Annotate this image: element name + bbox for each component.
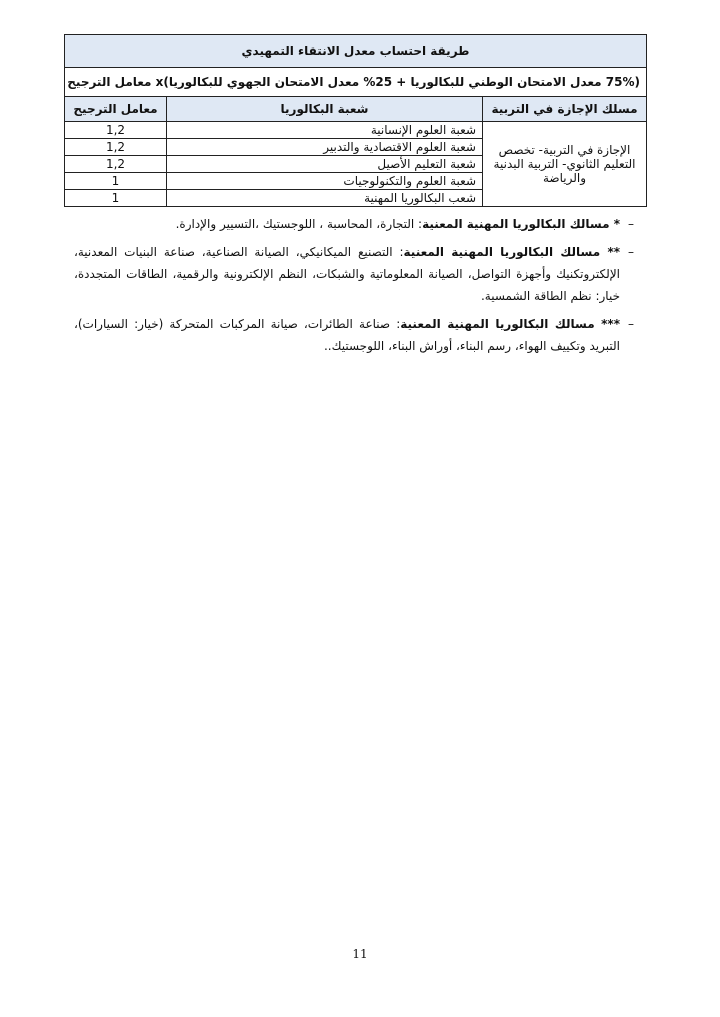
- coefficient-cell: 1: [65, 173, 167, 190]
- formula-text: (75% معدل الامتحان الوطني للبكالوريا + 25% معدل الامتحان الجهوي للبكالوريا)x معامل الترجيح: [65, 68, 647, 97]
- note-item: [74, 313, 634, 357]
- branch-cell: شعبة العلوم والتكنولوجيات: [167, 173, 483, 190]
- note-dash: –: [628, 245, 634, 259]
- note-text: : التصنيع الميكانيكي، الصيانة الصناعية، صناعة البنيات المعدنية، الإلكتروتكنيك وأجهزة التواصل، الصيانة المعلوماتية والشبكات، النظم الإلكترونية والرقمية، الطاقات المتجددة، خيار: نظم الطاقة الشمسية.: [74, 245, 620, 303]
- header-track: مسلك الإجازة في التربية: [483, 97, 647, 122]
- track-name-cell: الإجازة في التربية- تخصص التعليم الثانوي- التربية البدنية والرياضة: [483, 122, 647, 207]
- note-dash: –: [628, 217, 634, 231]
- coefficient-cell: 1,2: [65, 156, 167, 173]
- note-lead: ** مسالك البكالوريا المهنية المعنية: [403, 245, 620, 259]
- table-row: [65, 122, 647, 139]
- formula-row: [65, 68, 647, 97]
- branch-cell: شعبة العلوم الاقتصادية والتدبير: [167, 139, 483, 156]
- coefficient-cell: 1,2: [65, 139, 167, 156]
- note-item: [74, 213, 634, 235]
- header-branch: شعبة البكالوريا: [167, 97, 483, 122]
- branch-cell: شعبة العلوم الإنسانية: [167, 122, 483, 139]
- branch-cell: شعب البكالوريا المهنية: [167, 190, 483, 207]
- note-text: : صناعة الطائرات، صيانة المركبات المتحركة (خيار: السيارات)، التبريد وتكييف الهواء، رسم البناء، أوراش البناء، اللوجستيك..: [74, 317, 620, 353]
- table-header-row: [65, 97, 647, 122]
- notes-list: [74, 213, 634, 363]
- note-dash: –: [628, 317, 634, 331]
- header-coefficient: معامل الترجيح: [65, 97, 167, 122]
- note-lead: *** مسالك البكالوريا المهنية المعنية: [400, 317, 620, 331]
- selection-average-table: [64, 34, 647, 207]
- table-title: طريقة احتساب معدل الانتقاء التمهيدي: [65, 35, 647, 68]
- coefficient-cell: 1,2: [65, 122, 167, 139]
- coefficient-cell: 1: [65, 190, 167, 207]
- note-text: : التجارة، المحاسبة ، اللوجستيك ،التسيير والإدارة.: [175, 217, 423, 231]
- branch-cell: شعبة التعليم الأصيل: [167, 156, 483, 173]
- page-number: 11: [352, 947, 368, 961]
- note-item: [74, 241, 634, 307]
- table-title-row: [65, 35, 647, 68]
- note-lead: * مسالك البكالوريا المهنية المعنية: [422, 217, 620, 231]
